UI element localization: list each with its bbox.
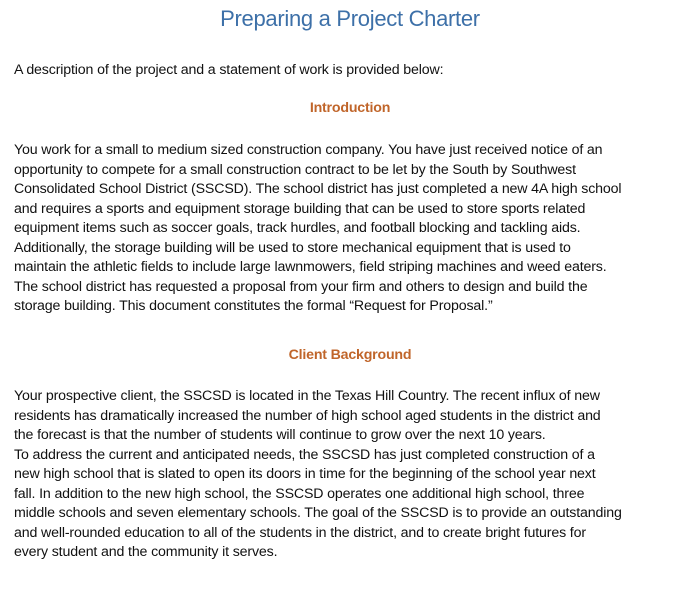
- document-title: Preparing a Project Charter: [220, 6, 480, 31]
- paragraph-line: the forecast is that the number of students will continue to grow over the next 10 years.: [14, 427, 546, 443]
- paragraph-line: new high school that is slated to open its doors in time for the beginning of the school year next: [14, 466, 596, 482]
- paragraph-line: To address the current and anticipated needs, the SSCSD has just completed construction of a: [14, 446, 595, 463]
- paragraph-line: Your prospective client, the SSCSD is located in the Texas Hill Country. The recent influx of new: [14, 388, 600, 404]
- paragraph-line: opportunity to compete for a small construction contract to be let by the South by Southwest: [14, 161, 576, 178]
- section-heading-client-background: Client Background: [288, 347, 412, 363]
- paragraph-line: fall. In addition to the new high school, the SSCSD operates one additional high school, three: [14, 485, 585, 502]
- paragraph-line: equipment items such as soccer goals, track hurdles, and football blocking and tackling aids.: [14, 220, 581, 236]
- client-background-paragraph: [14, 387, 622, 563]
- section-heading-introduction: Introduction: [309, 100, 391, 116]
- paragraph-line: and well-rounded education to all of the students in the district, and to create bright futures for: [14, 524, 586, 541]
- paragraph-line: storage building. This document constitutes the formal “Request for Proposal.”: [14, 298, 493, 314]
- introduction-paragraph: [14, 141, 621, 317]
- paragraph-line: The school district has requested a proposal from your firm and others to design and build the: [14, 278, 588, 295]
- paragraph-line: maintain the athletic fields to include large lawnmowers, field striping machines and weed eaters.: [14, 259, 607, 275]
- paragraph-line: every student and the community it serves.: [14, 544, 278, 560]
- paragraph-line: Additionally, the storage building will be used to store mechanical equipment that is used to: [14, 239, 571, 256]
- paragraph-line: middle schools and seven elementary schools. The goal of the SSCSD is to provide an outstanding: [14, 505, 622, 521]
- paragraph-line: and requires a sports and equipment storage building that can be used to store sports related: [14, 200, 586, 217]
- paragraph-line: residents has dramatically increased the number of high school aged students in the district and: [14, 407, 601, 424]
- intro-text: A description of the project and a statement of work is provided below:: [14, 62, 444, 78]
- paragraph-line: Consolidated School District (SSCSD). The school district has just completed a new 4A high school: [14, 181, 622, 197]
- paragraph-line: You work for a small to medium sized construction company. You have just received notice of an: [14, 142, 603, 158]
